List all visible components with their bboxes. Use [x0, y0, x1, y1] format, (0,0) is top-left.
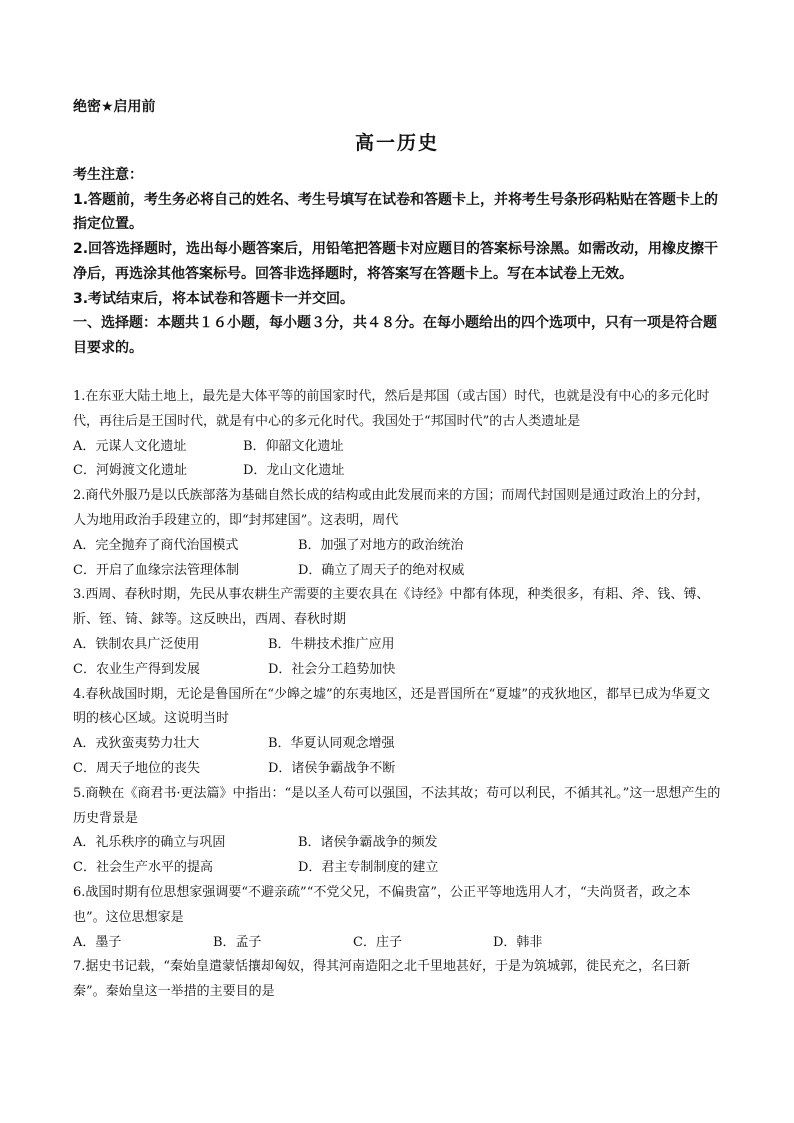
option-b: B．孟子	[213, 934, 262, 950]
question-2	[73, 484, 721, 583]
option-d: D．韩非	[493, 934, 543, 950]
question-stem: 1.在东亚大陆土地上，最先是大体平等的前国家时代，然后是邦国（或古国）时代，也就是没有中心的多元化时代，再往后是王国时代，就是有中心的多元化时代。我国处于“邦国时代”的古人类遗址是	[73, 389, 710, 429]
option-a: A．元谋人文化遗址	[73, 438, 187, 454]
option-d: D．君主专制制度的建立	[298, 860, 439, 876]
question-stem: 7.据史书记载，“秦始皇遣蒙恬攘却匈奴，得其河南造阳之北千里地甚好，于是为筑城郭，徙民充之，名曰新秦”。秦始皇这一举措的主要目的是	[73, 959, 691, 1000]
option-c: C．周天子地位的丧失	[73, 760, 200, 776]
question-4	[73, 683, 721, 782]
page-title: 高一历史	[354, 132, 439, 154]
confidential-label: 绝密★启用前	[73, 99, 156, 115]
option-row	[73, 633, 721, 658]
question-1	[73, 385, 721, 484]
question-stem: 6.战国时期有位思想家强调要“不避亲疏”“不党父兄，不偏贵富”，公正平等地选用人才，“夫尚贤者，政之本也”。这位思想家是	[73, 884, 691, 925]
option-b: B．诸侯争霸战争的频发	[298, 835, 438, 851]
option-row	[73, 856, 721, 881]
option-b: B．仰韶文化遗址	[243, 438, 344, 454]
option-row	[73, 658, 721, 683]
question-stem: 4.春秋战国时期，无论是鲁国所在“少皞之墟”的东夷地区，还是晋国所在“夏墟”的戎狄地区，都早已成为华夏文明的核心区域。这说明当时	[73, 686, 710, 727]
option-d: D．社会分工趋势加快	[268, 661, 396, 677]
option-c: C．河姆渡文化遗址	[73, 463, 187, 479]
option-b: B．牛耕技术推广应用	[268, 636, 395, 652]
option-row	[73, 732, 721, 757]
option-a: A．铁制农具广泛使用	[73, 636, 200, 652]
question-3	[73, 583, 721, 682]
option-d: D．诸侯争霸战争不断	[268, 760, 396, 776]
notice-item: 2.回答选择题时，选出每小题答案后，用铅笔把答题卡对应题目的答案标号涂黑。如需改动，用橡皮擦干净后，再选涂其他答案标号。回答非选择题时，将答案写在答题卡上。写在本试卷上无效。	[73, 241, 719, 282]
option-c: C．庄子	[353, 934, 402, 950]
option-d: D．确立了周天子的绝对权威	[298, 562, 465, 578]
option-d: D．龙山文化遗址	[243, 463, 345, 479]
question-6	[73, 881, 721, 955]
option-a: A．完全抛弃了商代治国模式	[73, 537, 239, 553]
question-stem: 3.西周、春秋时期，先民从事农耕生产需要的主要农具在《诗经》中都有体现，种类很多，有耜、斧、钱、镈、斨、铚、锜、銶等。这反映出，西周、春秋时期	[73, 587, 710, 628]
option-row	[73, 459, 721, 484]
option-row	[73, 559, 721, 584]
option-c: C．开启了血缘宗法管理体制	[73, 562, 239, 578]
option-row	[73, 931, 721, 956]
notice-item: 3.考试结束后，将本试卷和答题卡一并交回。	[73, 290, 355, 307]
option-c: C．社会生产水平的提高	[73, 860, 213, 876]
option-b: B．加强了对地方的政治统治	[298, 537, 464, 553]
option-c: C．农业生产得到发展	[73, 661, 200, 677]
option-a: A．礼乐秩序的确立与巩固	[73, 835, 226, 851]
question-5	[73, 782, 721, 881]
option-a: A．墨子	[73, 934, 122, 950]
question-stem: 5.商鞅在《商君书·更法篇》中指出：“是以圣人苟可以强国，不法其故；苟可以利民，不循其礼。”这一思想产生的历史背景是	[73, 785, 721, 826]
exam-notice	[73, 163, 721, 361]
option-b: B．华夏认同观念增强	[268, 736, 395, 752]
option-row	[73, 831, 721, 856]
option-row	[73, 435, 721, 460]
section-heading: 一、选择题：本题共１６小题，每小题３分，共４８分。在每小题给出的四个选项中，只有一项是符合题目要求的。	[73, 315, 717, 356]
notice-heading: 考生注意：	[73, 167, 143, 183]
notice-item: 1.答题前，考生务必将自己的姓名、考生号填写在试卷和答题卡上，并将考生号条形码粘贴在答题卡上的指定位置。	[73, 191, 719, 233]
question-7	[73, 955, 721, 1005]
question-list	[73, 385, 721, 1005]
option-row	[73, 534, 721, 559]
question-stem: 2.商代外服乃是以氏族部落为基础自然长成的结构或由此发展而来的方国；而周代封国则是通过政治上的分封，人为地用政治手段建立的，即“封邦建国”。这表明，周代	[73, 488, 710, 528]
option-row	[73, 757, 721, 782]
option-a: A．戎狄蛮夷势力壮大	[73, 736, 200, 752]
